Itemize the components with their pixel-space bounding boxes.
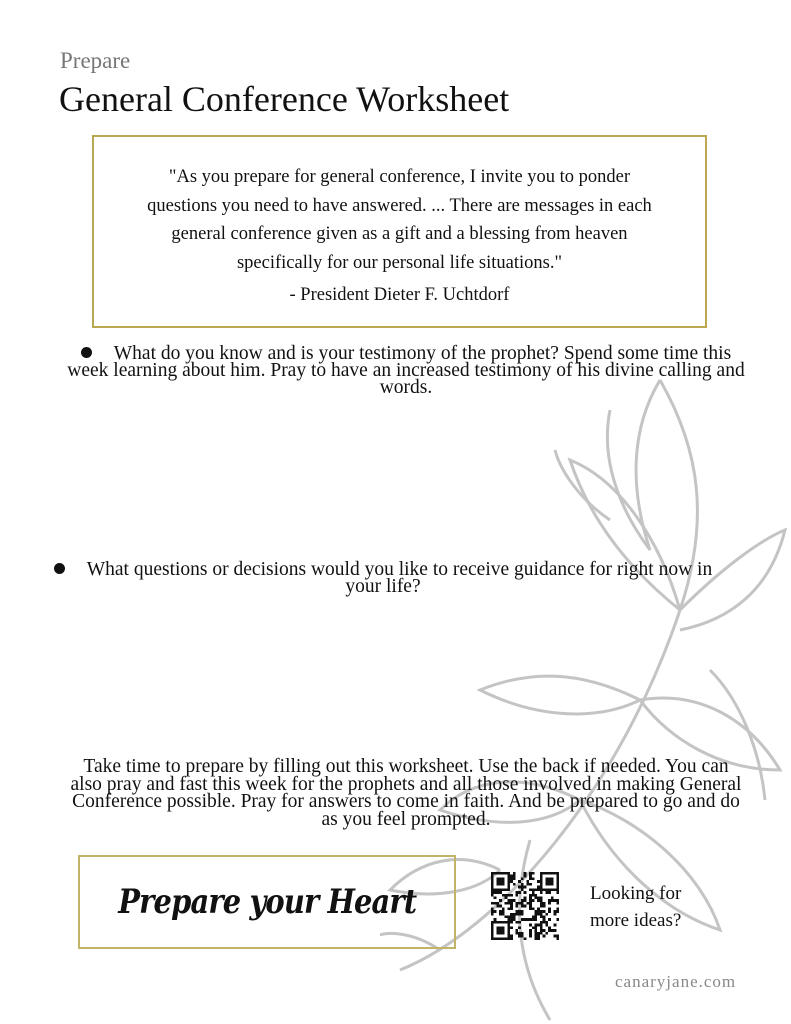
closing-paragraph: Take time to prepare by filling out this worksheet. Use the back if needed. You can also pray and fast this week for the prophets and all those involved in making General Conference possible. Pray for answers to come in faith. And be prepared to go and do as you feel prompted. xyxy=(70,756,742,830)
page-title: General Conference Worksheet xyxy=(59,79,510,119)
qr-code-icon[interactable] xyxy=(491,872,559,940)
ideas-line-1: Looking for xyxy=(590,883,682,904)
banner-text: Prepare your Heart xyxy=(117,882,417,922)
eyebrow-label: Prepare xyxy=(60,48,131,73)
more-ideas-text xyxy=(590,880,681,934)
bullet-icon xyxy=(54,563,65,574)
banner-box xyxy=(78,855,456,949)
ideas-line-2: more ideas? xyxy=(590,910,682,931)
quote-attribution: - President Dieter F. Uchtdorf xyxy=(289,285,510,305)
question-text: What do you know and is your testimony of the prophet? Spend some time this week learning about him. Pray to have an increased testimony of his divine calling and words. xyxy=(67,343,745,398)
question-1 xyxy=(66,345,746,396)
quote-box xyxy=(92,135,707,328)
site-link[interactable]: canaryjane.com xyxy=(615,972,737,991)
quote-text: "As you prepare for general conference, I invite you to ponder questions you need to have answered. ... There are messages in each general conference given as a gift and a blessing from heaven specifically for our personal life situations." xyxy=(147,167,652,273)
question-2 xyxy=(38,561,728,595)
bullet-icon xyxy=(81,347,92,358)
question-text: What questions or decisions would you like to receive guidance for right now in your life? xyxy=(86,559,713,597)
